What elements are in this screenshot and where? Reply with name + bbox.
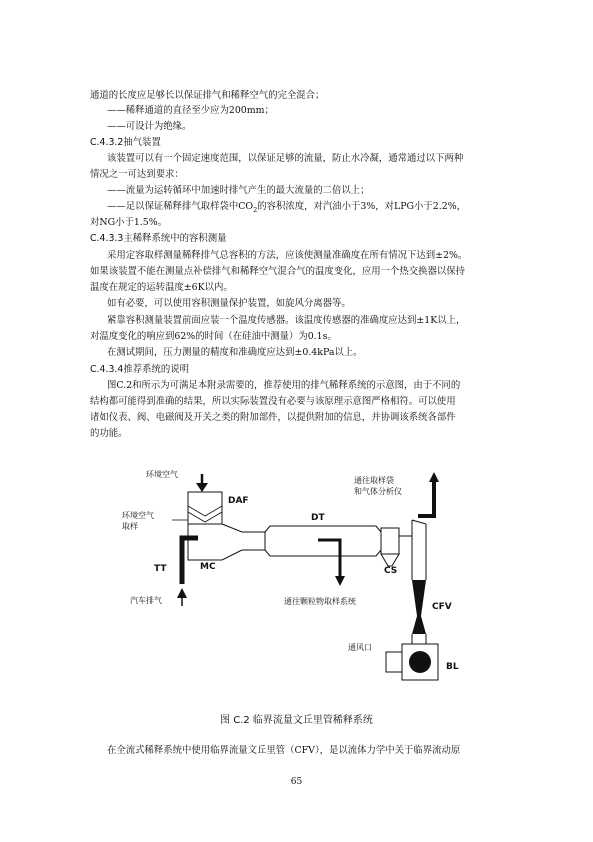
cfv-venturi-bottom [412,616,426,634]
text-line: 紧靠容积测量装置前面应装一个温度传感器。该温度传感器的准确度应达到±1K以上， [107,315,466,326]
text-line: 诸如仪表、阀、电磁阀及开关之类的附加部件，以提供附加的信息，并协调该系统各部件 [90,412,456,423]
text-line: ——稀释通道的直径至少应为200mm； [107,105,274,116]
vertical-pipe-top [412,520,426,524]
particle-sampling-arrow [335,576,345,586]
mixing-chamber-outline [188,524,265,560]
ambient-air-arrow-head [196,483,208,492]
text-line: ——流量为运转循环中加速时排气产生的最大流量的二倍以上； [107,185,370,196]
text-line: 采用定容取样测量稀释排气总容积的方法，应该使测量准确度在所有情况下达到±2%。 [107,250,468,261]
page-number: 65 [290,777,303,787]
dt-label: DT [311,513,325,523]
text-span: ——足以保证稀释排气取样袋中CO [107,201,254,212]
subscript: 2 [253,205,258,214]
text-line: 情况之一可达到要求： [90,169,184,180]
text-line: 如果该装置不能在测量点补偿排气和稀释空气混合气的温度变化，应用一个热交换器以保持 [90,266,466,277]
text-line: 的功能。 [90,428,128,439]
figure-caption: 图 C.2 临界流量文丘里管稀释系统 [220,715,373,726]
tt-label: TT [154,564,167,574]
bag-sampling-label: 通往取样袋 [354,476,394,485]
daf-box [188,492,222,524]
text-line: 图C.2和所示为可满足本附录需要的，推荐使用的排气稀释系统的示意图，由于不同的 [107,380,461,391]
text-line: 在测试期间，压力测量的精度和准确度应达到±0.4kPa以上。 [107,347,363,358]
bl-blower [409,651,431,673]
text-line: 对温度变化的响应到62%的时间（在硅油中测量）为0.1s。 [90,331,337,342]
cs-cone [381,554,399,566]
dilution-tunnel-bottom [265,550,381,556]
text-line: 该装置可以有一个固定速度范围，以保证足够的流量，防止水冷凝，通常通过以下两种 [107,153,464,164]
ambient-sample-label: 环境空气 [122,511,154,520]
vent-outlet [386,652,402,672]
section-heading: C.4.3.3主稀释系统中的容积测量 [90,233,227,244]
dilution-system-diagram [108,466,488,706]
dilution-tunnel-top [265,526,381,532]
bl-label: BL [446,662,459,672]
text-line: 如有必要，可以使用容积测量保护装置，如旋风分离器等。 [107,298,351,309]
text-line: 温度在规定的运转温度±6K以内。 [90,282,233,293]
vent-label: 通风口 [348,643,372,652]
bag-sampling-pipe [418,480,434,516]
cfv-venturi-top [412,580,426,616]
section-heading: C.4.3.2抽气装置 [90,137,161,148]
particle-sampling-pipe [318,540,340,578]
text-line: 通道的长度应足够长以保证排气和稀释空气的完全混合； [90,90,325,101]
cs-body [381,528,399,554]
bag-sampling-label: 和气体分析仪 [354,487,402,496]
section-heading: C.4.3.4推荐系统的说明 [90,364,190,375]
text-line: 对NG小于1.5%。 [90,217,168,228]
text-span: 的容积浓度，对汽油小于3%，对LPG小于2.2%， [257,201,466,212]
cfv-label: CFV [432,602,452,612]
exhaust-label: 汽车排气 [130,596,162,605]
exhaust-inlet-pipe [182,538,198,584]
daf-label: DAF [228,496,249,506]
text-line: ——可设计为绝缘。 [107,121,192,132]
text-line: 结构都可能得到准确的结果，所以实际装置没有必要与该原理示意图严格相符。可以使用 [90,396,456,407]
mc-label: MC [200,562,216,572]
bag-sampling-arrow [429,472,439,482]
text-line: 在全流式稀释系统中使用临界流量文丘里管（CFV），是以流体力学中关于临界流动原 [107,745,461,756]
particle-sampling-label: 通往颗粒物取样系统 [284,597,356,606]
text-line [107,201,466,216]
ambient-sample-label: 取样 [122,522,138,531]
exhaust-arrow-head [177,588,187,598]
ambient-air-label: 环境空气 [146,470,178,479]
cs-label: CS [384,566,398,576]
